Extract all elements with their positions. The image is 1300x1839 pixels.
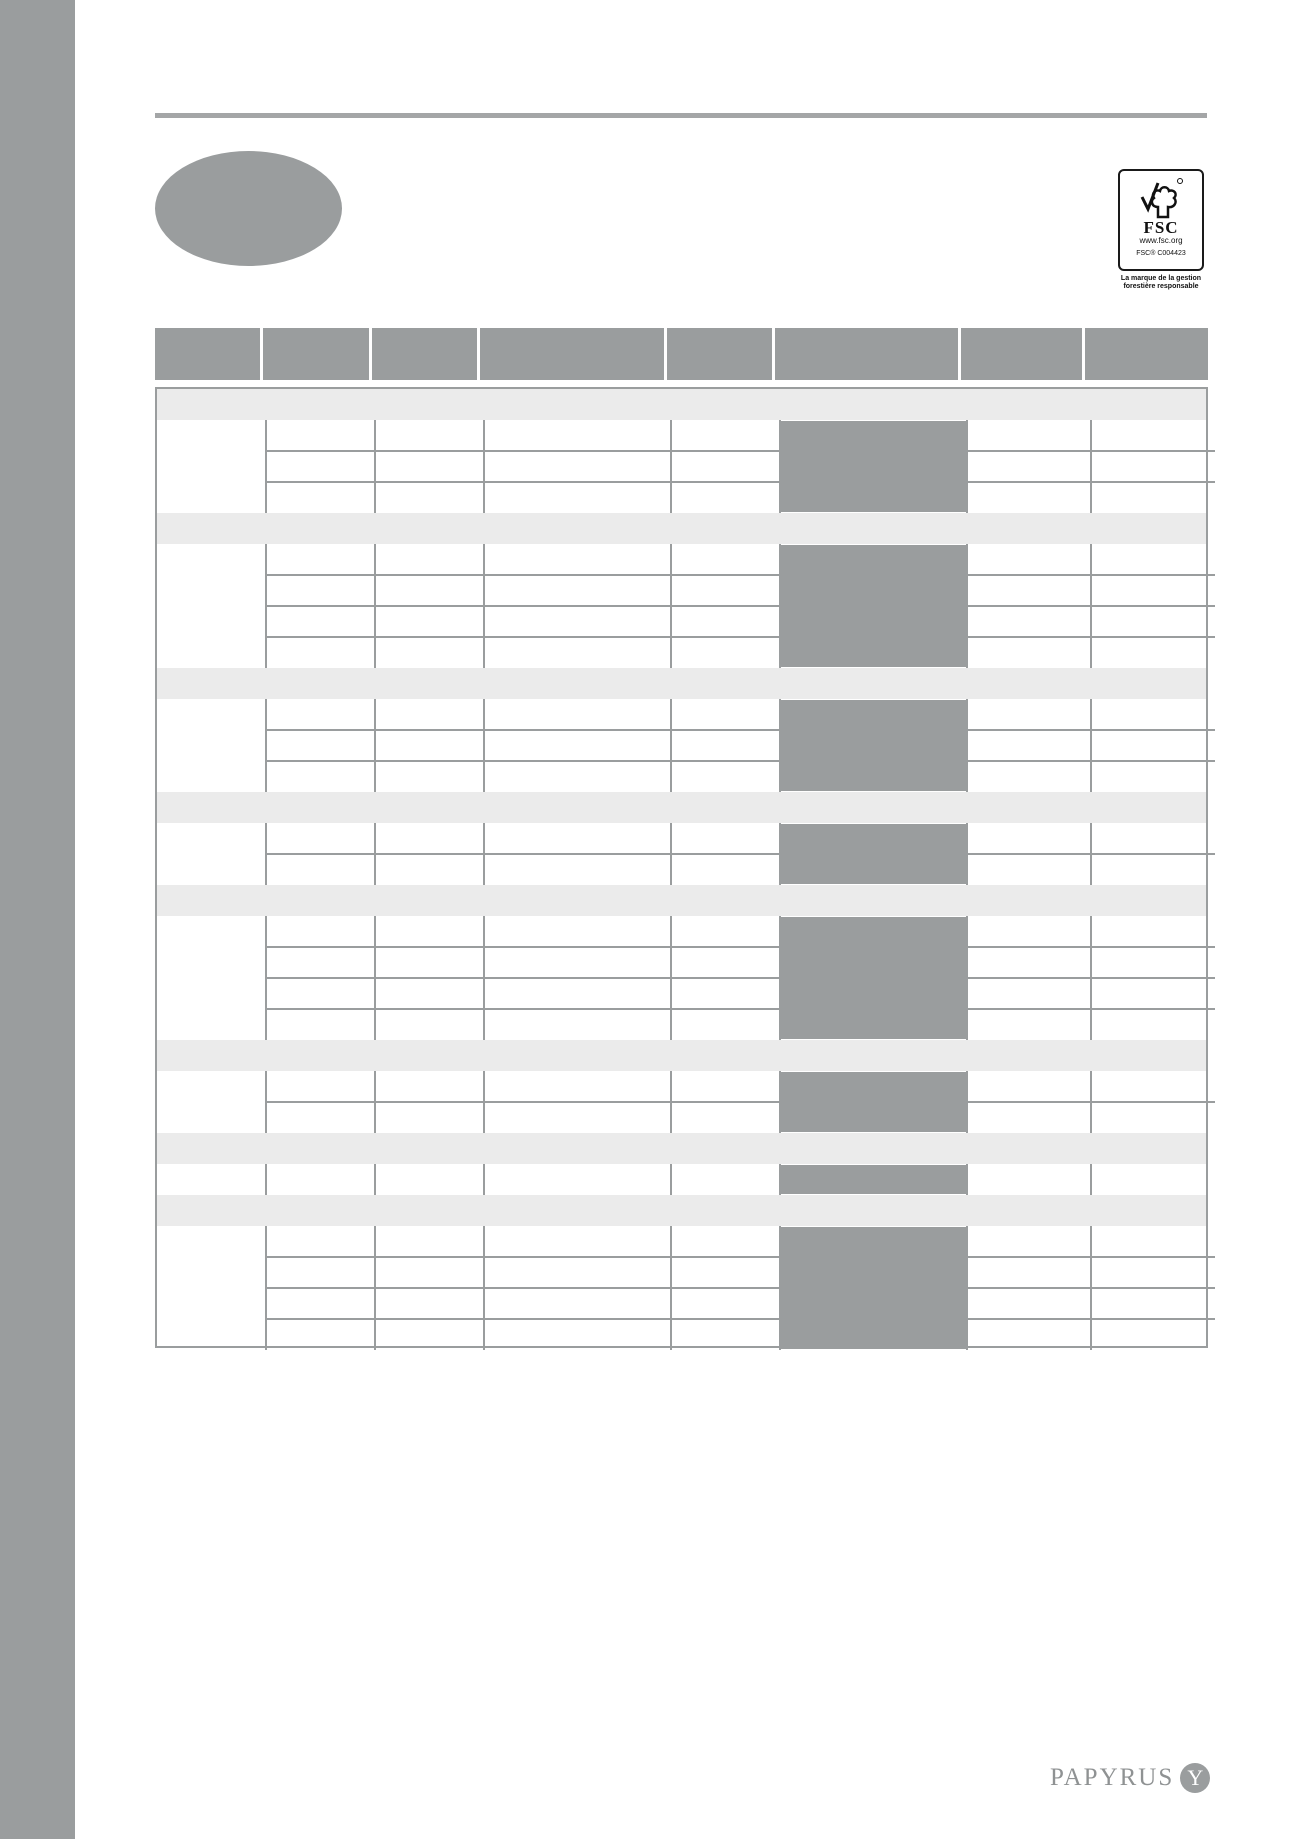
- row-divider: [266, 1318, 1215, 1320]
- column-divider: [265, 699, 267, 792]
- column-divider: [1090, 699, 1092, 792]
- column-divider: [265, 420, 267, 513]
- column-divider: [966, 1071, 968, 1133]
- table-header-row: [155, 328, 1208, 380]
- column-divider: [374, 1226, 376, 1350]
- row-divider: [266, 1256, 1215, 1258]
- shaded-cell: [781, 1165, 967, 1194]
- fsc-tagline: La marque de la gestion forestière responsable: [1120, 275, 1202, 290]
- column-divider: [670, 823, 672, 885]
- shaded-cell: [781, 979, 967, 1008]
- column-divider: [670, 1071, 672, 1133]
- column-divider: [374, 699, 376, 792]
- header-cell: [1085, 328, 1208, 380]
- shaded-cell: [781, 917, 967, 946]
- column-divider: [670, 420, 672, 513]
- column-divider: [779, 1226, 781, 1350]
- column-divider: [265, 1164, 267, 1195]
- shaded-cell: [781, 1103, 967, 1132]
- header-cell: [775, 328, 961, 380]
- column-divider: [779, 544, 781, 668]
- row-divider: [266, 1101, 1215, 1103]
- header-cell: [263, 328, 371, 380]
- group-band: [157, 668, 1206, 699]
- column-divider: [1090, 916, 1092, 1040]
- column-divider: [1090, 1164, 1092, 1195]
- shaded-cell: [781, 545, 967, 574]
- column-divider: [374, 916, 376, 1040]
- row-divider: [266, 853, 1215, 855]
- header-cell: [155, 328, 263, 380]
- row-divider: [266, 729, 1215, 731]
- shaded-cell: [781, 1010, 967, 1039]
- column-divider: [483, 916, 485, 1040]
- tree-check-icon: [1138, 177, 1184, 219]
- shaded-cell: [781, 855, 967, 884]
- data-table: [155, 387, 1208, 1348]
- group-band: [157, 885, 1206, 916]
- shaded-cell: [781, 421, 967, 450]
- group-band: [157, 513, 1206, 544]
- column-divider: [483, 1071, 485, 1133]
- brand-logo: [1050, 1761, 1210, 1795]
- row-divider: [266, 946, 1215, 948]
- group-band: [157, 1040, 1206, 1071]
- column-divider: [483, 823, 485, 885]
- shaded-cell: [781, 824, 967, 853]
- shaded-cell: [781, 731, 967, 760]
- column-divider: [779, 420, 781, 513]
- group-band: [157, 1133, 1206, 1164]
- column-divider: [1090, 544, 1092, 668]
- header-cell: [961, 328, 1084, 380]
- section-badge: [155, 151, 342, 266]
- column-divider: [966, 420, 968, 513]
- header-cell: [372, 328, 480, 380]
- header-cell: [480, 328, 666, 380]
- shaded-cell: [781, 948, 967, 977]
- header-rule: [155, 113, 1207, 118]
- column-divider: [265, 916, 267, 1040]
- column-divider: [483, 1226, 485, 1350]
- shaded-cell: [781, 607, 967, 636]
- column-divider: [483, 420, 485, 513]
- column-divider: [374, 823, 376, 885]
- column-divider: [779, 916, 781, 1040]
- shaded-cell: [781, 1072, 967, 1101]
- row-divider: [266, 1287, 1215, 1289]
- column-divider: [779, 1071, 781, 1133]
- column-divider: [265, 823, 267, 885]
- column-divider: [483, 544, 485, 668]
- column-divider: [483, 1164, 485, 1195]
- row-divider: [266, 760, 1215, 762]
- column-divider: [374, 1071, 376, 1133]
- brand-mark-icon: Y: [1180, 1763, 1210, 1793]
- column-divider: [1090, 823, 1092, 885]
- fsc-license-code: FSC® C004423: [1136, 250, 1186, 257]
- column-divider: [966, 699, 968, 792]
- shaded-cell: [781, 1227, 967, 1256]
- column-divider: [966, 544, 968, 668]
- column-divider: [483, 699, 485, 792]
- header-cell: [667, 328, 775, 380]
- column-divider: [374, 420, 376, 513]
- column-divider: [374, 1164, 376, 1195]
- row-divider: [266, 636, 1215, 638]
- column-divider: [265, 544, 267, 668]
- row-divider: [266, 1008, 1215, 1010]
- column-divider: [966, 916, 968, 1040]
- shaded-cell: [781, 638, 967, 667]
- column-divider: [779, 1164, 781, 1195]
- column-divider: [670, 1226, 672, 1350]
- row-divider: [266, 977, 1215, 979]
- column-divider: [670, 1164, 672, 1195]
- column-divider: [374, 544, 376, 668]
- fsc-url: www.fsc.org: [1139, 236, 1183, 245]
- column-divider: [966, 1226, 968, 1350]
- shaded-cell: [781, 1320, 967, 1349]
- row-divider: [266, 481, 1215, 483]
- left-margin-band: [0, 0, 75, 1839]
- column-divider: [670, 544, 672, 668]
- shaded-cell: [781, 483, 967, 512]
- fsc-logo: [1118, 169, 1204, 271]
- column-divider: [265, 1071, 267, 1133]
- column-divider: [966, 823, 968, 885]
- brand-name: PAPYRUS: [1050, 1764, 1175, 1791]
- shaded-cell: [781, 452, 967, 481]
- shaded-cell: [781, 1289, 967, 1318]
- shaded-cell: [781, 762, 967, 791]
- column-divider: [1090, 420, 1092, 513]
- column-divider: [966, 1164, 968, 1195]
- row-divider: [266, 605, 1215, 607]
- column-divider: [670, 916, 672, 1040]
- column-divider: [1090, 1071, 1092, 1133]
- shaded-cell: [781, 576, 967, 605]
- fsc-name: FSC: [1143, 218, 1179, 237]
- column-divider: [779, 823, 781, 885]
- shaded-cell: [781, 700, 967, 729]
- group-band: [157, 389, 1206, 420]
- column-divider: [779, 699, 781, 792]
- column-divider: [1090, 1226, 1092, 1350]
- column-divider: [265, 1226, 267, 1350]
- row-divider: [266, 450, 1215, 452]
- group-band: [157, 792, 1206, 823]
- shaded-cell: [781, 1258, 967, 1287]
- group-band: [157, 1195, 1206, 1226]
- row-divider: [266, 574, 1215, 576]
- column-divider: [670, 699, 672, 792]
